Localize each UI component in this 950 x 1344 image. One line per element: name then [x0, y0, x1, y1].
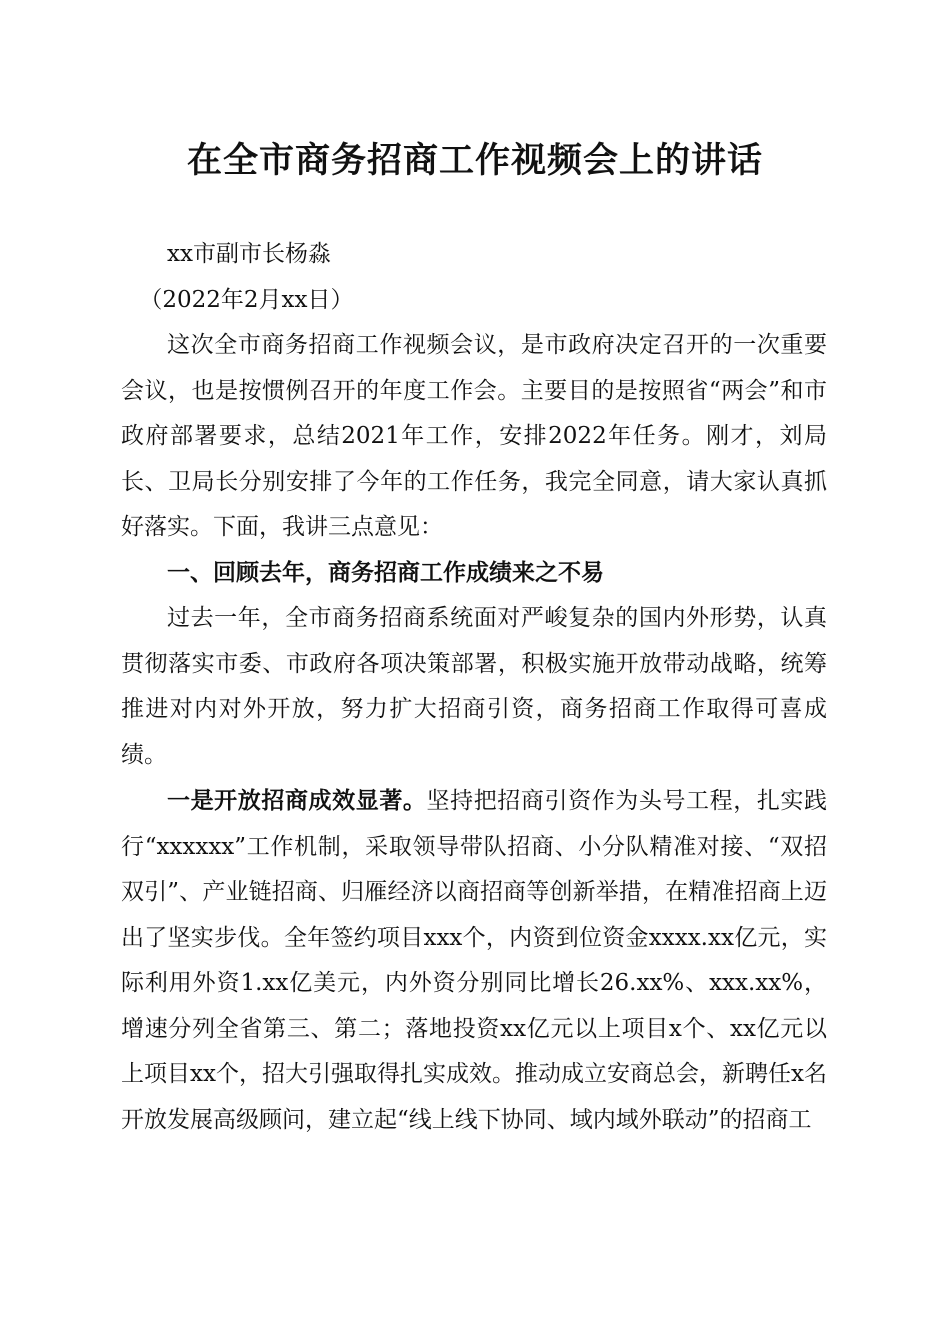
speaker-line: xx市副市长杨淼: [167, 241, 331, 267]
document-body: [121, 232, 827, 1143]
section-heading-1: 一、回顾去年，商务招商工作成绩来之不易: [167, 559, 604, 586]
point-paragraph-1: [121, 778, 827, 1143]
point-text: 坚持把招商引资作为头号工程，扎实践行“xxxxxx”工作机制，采取领导带队招商、小分队精准对接、“双招双引”、产业链招商、归雁经济以商招商等创新举措，在精准招商上迈出了坚实步伐。全年签约项目xxx个，内资到位资金xxxx.xx亿元，实际利用外资1.xx亿美元，内外资分别同比增长26.xx%、xxx.xx%，增速分列全省第三、第二；落地投资xx亿元以上项目x个、xx亿元以上项目xx个，招大引强取得扎实成效。推动成立安商总会，新聘任x名开放发展高级顾问，建立起“线上线下协同、域内域外联动”的招商工: [121, 788, 828, 1133]
section-paragraph-1: 过去一年，全市商务招商系统面对严峻复杂的国内外形势，认真贯彻落实市委、市政府各项决策部署，积极实施开放带动战略，统筹推进对内对外开放，努力扩大招商引资，商务招商工作取得可喜成绩。: [121, 605, 827, 768]
point-lead: 一是开放招商成效显著。: [167, 787, 427, 814]
date-line: （2022年2月xx日）: [139, 286, 354, 313]
intro-paragraph: 这次全市商务招商工作视频会议，是市政府决定召开的一次重要会议，也是按惯例召开的年度工作会。主要目的是按照省“两会”和市政府部署要求，总结2021年工作，安排2022年任务。刚才，刘局长、卫局长分别安排了今年的工作任务，我完全同意，请大家认真抓好落实。下面，我讲三点意见：: [121, 332, 827, 540]
document-title: 在全市商务招商工作视频会上的讲话: [186, 140, 763, 181]
